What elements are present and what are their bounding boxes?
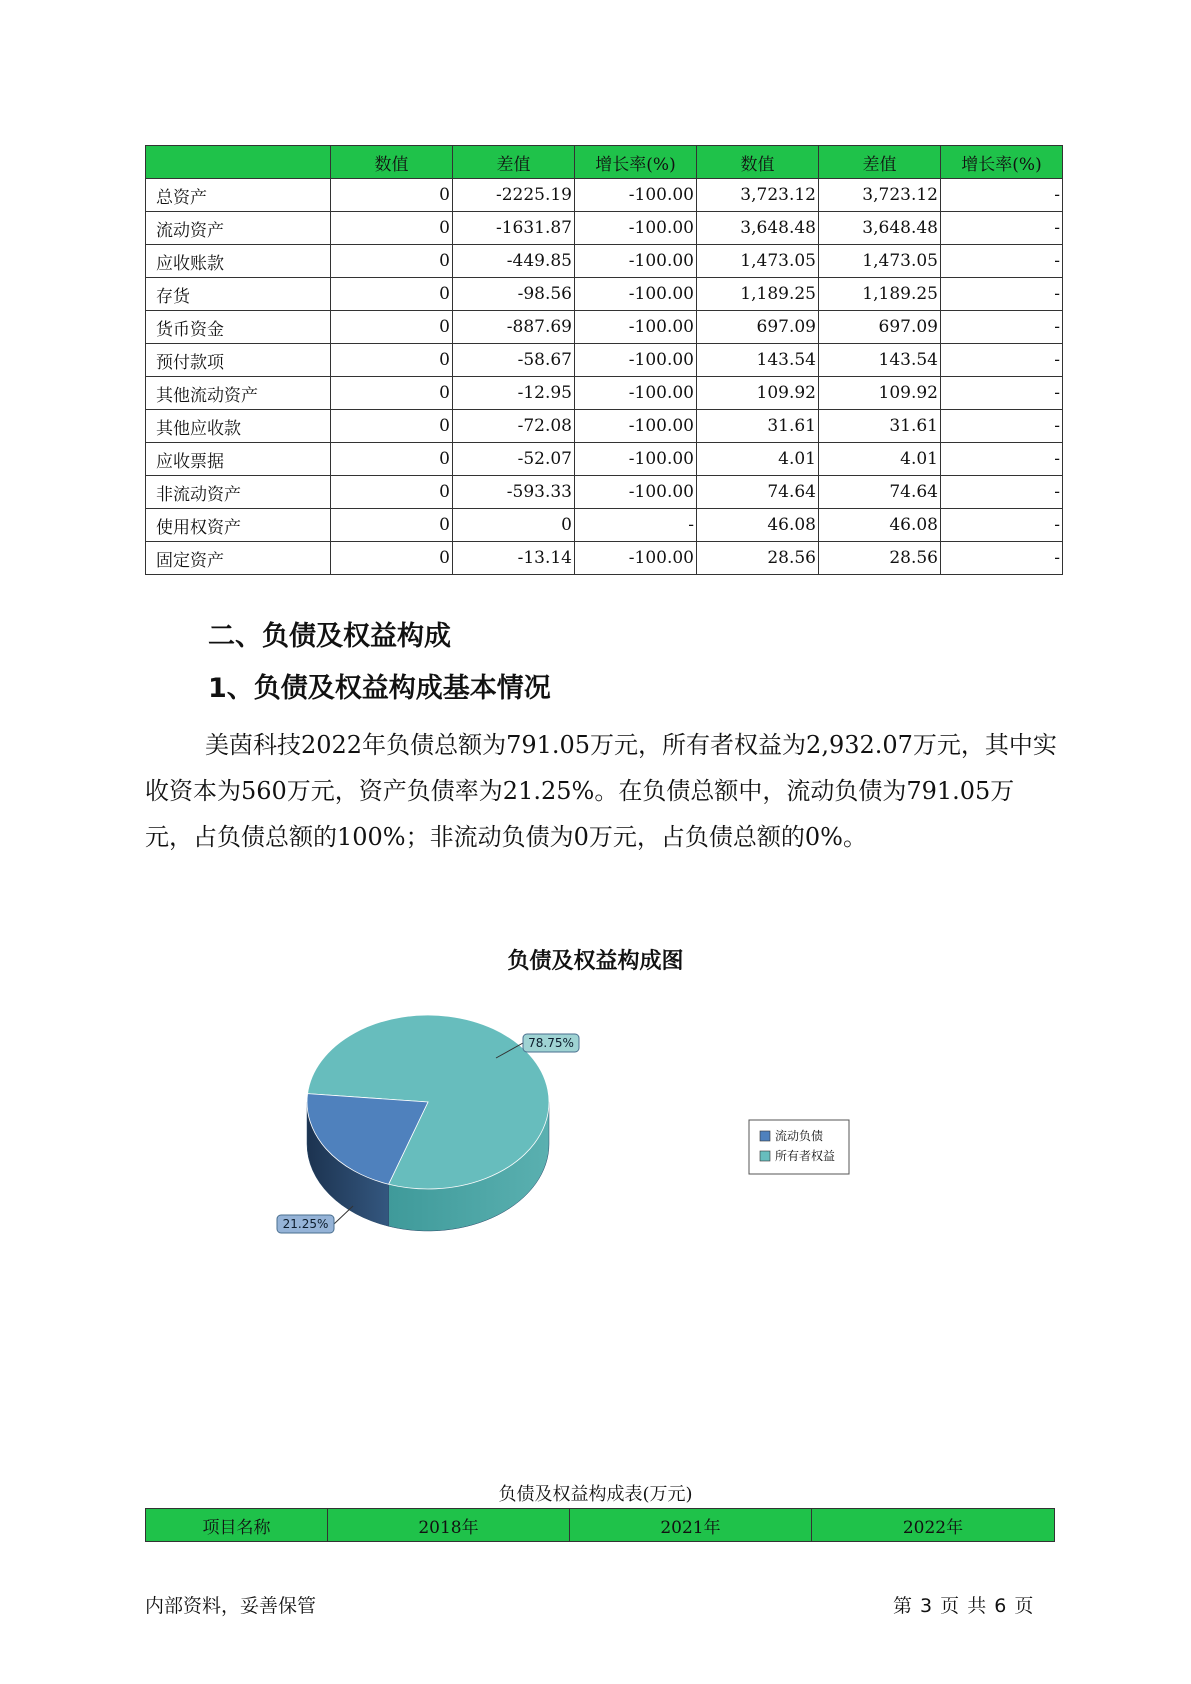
row-label-cell: 非流动资产 (146, 476, 331, 509)
row-label-cell: 使用权资产 (146, 509, 331, 542)
value-cell: 109.92 (697, 377, 819, 410)
value-cell: 3,723.12 (819, 179, 941, 212)
value-cell: -98.56 (453, 278, 575, 311)
value-cell: 1,189.25 (697, 278, 819, 311)
legend-swatch-0 (760, 1131, 770, 1141)
row-label-cell: 应收票据 (146, 443, 331, 476)
value-cell: 0 (331, 179, 453, 212)
header-cell: 数值 (697, 146, 819, 179)
value-cell: -100.00 (575, 179, 697, 212)
value-cell: -13.14 (453, 542, 575, 575)
value-cell: -100.00 (575, 542, 697, 575)
value-cell: 28.56 (819, 542, 941, 575)
svg-text:21.25%: 21.25% (282, 1217, 329, 1231)
value-cell: - (941, 476, 1063, 509)
value-cell: 0 (331, 278, 453, 311)
liability-equity-table (145, 1508, 1055, 1542)
header-cell: 差值 (453, 146, 575, 179)
value-cell: 0 (453, 509, 575, 542)
value-cell: 46.08 (697, 509, 819, 542)
chart-title: 负债及权益构成图 (507, 949, 684, 974)
header-cell: 数值 (331, 146, 453, 179)
legend-label-0: 流动负债 (775, 1129, 824, 1143)
value-cell: -100.00 (575, 245, 697, 278)
value-cell: - (941, 212, 1063, 245)
value-cell: -100.00 (575, 344, 697, 377)
value-cell: 31.61 (697, 410, 819, 443)
chart-legend (749, 1120, 849, 1174)
value-cell: 1,189.25 (819, 278, 941, 311)
value-cell: 0 (331, 245, 453, 278)
table-caption: 负债及权益构成表(万元) (498, 1484, 693, 1505)
page-number: 第 3 页 共 6 页 (893, 1595, 1035, 1617)
value-cell: - (941, 410, 1063, 443)
row-label-cell: 货币资金 (146, 311, 331, 344)
row-label-cell: 应收账款 (146, 245, 331, 278)
value-cell: -12.95 (453, 377, 575, 410)
svg-text:78.75%: 78.75% (528, 1036, 574, 1050)
value-cell: 4.01 (697, 443, 819, 476)
value-cell: 1,473.05 (819, 245, 941, 278)
value-cell: 0 (331, 509, 453, 542)
value-cell: - (941, 311, 1063, 344)
value-cell: -593.33 (453, 476, 575, 509)
value-cell: 0 (331, 344, 453, 377)
value-cell: - (941, 509, 1063, 542)
value-cell: 0 (331, 542, 453, 575)
header-cell: 2022年 (812, 1509, 1055, 1542)
value-cell: 0 (331, 476, 453, 509)
value-cell: - (941, 278, 1063, 311)
value-cell: -100.00 (575, 212, 697, 245)
value-cell: 109.92 (819, 377, 941, 410)
value-cell: 74.64 (819, 476, 941, 509)
legend-swatch-1 (760, 1151, 770, 1161)
header-cell: 差值 (819, 146, 941, 179)
row-label-cell: 其他流动资产 (146, 377, 331, 410)
value-cell: 0 (331, 443, 453, 476)
value-cell: 0 (331, 212, 453, 245)
value-cell: 3,648.48 (697, 212, 819, 245)
row-label-cell: 预付款项 (146, 344, 331, 377)
value-cell: 1,473.05 (697, 245, 819, 278)
table-header-row (146, 1509, 1055, 1542)
header-cell: 增长率(%) (941, 146, 1063, 179)
value-cell: - (941, 179, 1063, 212)
value-cell: - (941, 377, 1063, 410)
value-cell: 3,723.12 (697, 179, 819, 212)
value-cell: 4.01 (819, 443, 941, 476)
value-cell: 28.56 (697, 542, 819, 575)
value-cell: 46.08 (819, 509, 941, 542)
body-paragraph: 美茵科技2022年负债总额为791.05万元，所有者权益为2,932.07万元，其中实收资本为560万元，资产负债率为21.25%。在负债总额中，流动负债为791.05万元，占负债总额的100%；非流动负债为0万元，占负债总额的0%。 (145, 731, 1057, 851)
value-cell: 74.64 (697, 476, 819, 509)
value-cell: -72.08 (453, 410, 575, 443)
value-cell: 3,648.48 (819, 212, 941, 245)
value-cell: - (941, 443, 1063, 476)
value-cell: -100.00 (575, 443, 697, 476)
subsection-title: 1、负债及权益构成基本情况 (208, 673, 551, 704)
header-cell: 项目名称 (146, 1509, 328, 1542)
value-cell: 697.09 (697, 311, 819, 344)
value-cell: 143.54 (697, 344, 819, 377)
value-cell: 143.54 (819, 344, 941, 377)
value-cell: -100.00 (575, 410, 697, 443)
value-cell: -1631.87 (453, 212, 575, 245)
value-cell: 0 (331, 311, 453, 344)
legend-label-1: 所有者权益 (775, 1149, 836, 1163)
value-cell: -100.00 (575, 377, 697, 410)
row-label-cell: 存货 (146, 278, 331, 311)
value-cell: -100.00 (575, 476, 697, 509)
value-cell: -100.00 (575, 311, 697, 344)
value-cell: 0 (331, 377, 453, 410)
value-cell: -2225.19 (453, 179, 575, 212)
row-label-cell: 总资产 (146, 179, 331, 212)
value-cell: 697.09 (819, 311, 941, 344)
value-cell: -100.00 (575, 278, 697, 311)
value-cell: 31.61 (819, 410, 941, 443)
value-cell: - (941, 344, 1063, 377)
row-label-cell: 固定资产 (146, 542, 331, 575)
row-label-cell: 其他应收款 (146, 410, 331, 443)
header-cell: 2018年 (328, 1509, 570, 1542)
value-cell: -52.07 (453, 443, 575, 476)
header-cell: 2021年 (570, 1509, 812, 1542)
value-cell: - (941, 542, 1063, 575)
value-cell: - (941, 245, 1063, 278)
header-cell: 增长率(%) (575, 146, 697, 179)
value-cell: -887.69 (453, 311, 575, 344)
value-cell: 0 (331, 410, 453, 443)
row-label-cell: 流动资产 (146, 212, 331, 245)
section-title: 二、负债及权益构成 (208, 621, 451, 652)
footer-note: 内部资料，妥善保管 (145, 1595, 317, 1617)
data-label-liability (277, 1206, 353, 1233)
value-cell: - (575, 509, 697, 542)
value-cell: -449.85 (453, 245, 575, 278)
value-cell: -58.67 (453, 344, 575, 377)
